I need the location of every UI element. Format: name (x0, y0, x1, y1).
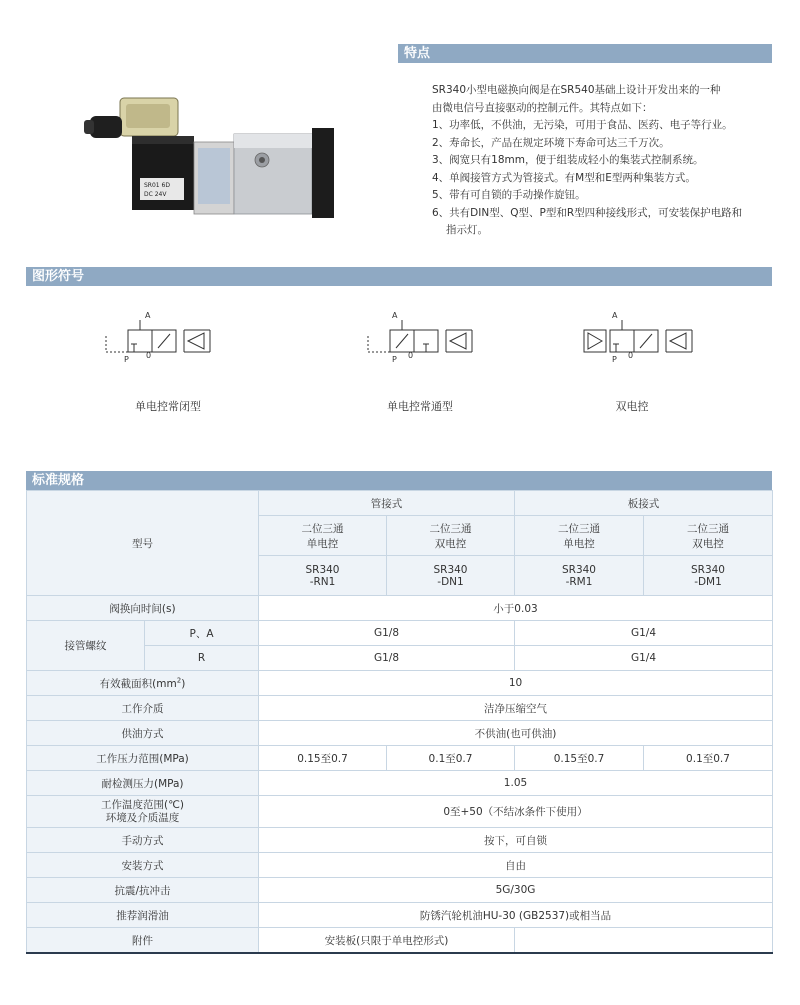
spec-section-title: 标准规格 (26, 471, 772, 490)
temp-value: 0至+50（不结冰条件下使用） (259, 796, 773, 828)
thread-label: 接管螺纹 (27, 621, 145, 671)
lube-label: 推荐润滑油 (27, 903, 259, 928)
pressure-value-1: 0.15至0.7 (259, 746, 387, 771)
variant-3-kind: 二位三通 单电控 (515, 516, 644, 556)
accessory-value-plate (515, 928, 773, 954)
feature-item-2: 2、寿命长，产品在规定环境下寿命可达三千万次。 (432, 136, 670, 149)
symbol-label-3: 双电控 (615, 400, 649, 413)
plate-type-header: 板接式 (515, 491, 773, 516)
feature-item-6: 6、共有DIN型、Q型、P型和R型四种接线形式，可安装保护电路和 (432, 206, 743, 219)
features-intro-1: SR340小型电磁换向阀是在SR540基础上设计开发出来的一种 (432, 84, 721, 96)
variant-1-code: SR340 -RN1 (259, 556, 387, 596)
thread-pa-plate: G1/4 (515, 621, 773, 646)
symbol-2-port-a: A (392, 311, 398, 320)
mount-value: 自由 (259, 853, 773, 878)
medium-value: 洁净压缩空气 (259, 696, 773, 721)
pressure-value-2: 0.1至0.7 (387, 746, 515, 771)
coil-label-line2: DC 24V (144, 191, 167, 198)
features-intro-2: 由微电信号直接驱动的控制元件。其特点如下： (432, 101, 653, 114)
pressure-value-4: 0.1至0.7 (644, 746, 773, 771)
switch-time-value: 小于0.03 (259, 596, 773, 621)
symbol-label-2: 单电控常通型 (387, 400, 453, 413)
symbol-single-no (360, 308, 500, 372)
proof-value: 1.05 (259, 771, 773, 796)
symbols-section-title: 图形符号 (26, 267, 772, 286)
symbol-1-port-a: A (145, 311, 151, 320)
symbol-double (580, 308, 720, 372)
variant-2-code: SR340 -DN1 (387, 556, 515, 596)
thread-r-label: R (145, 646, 259, 671)
temp-label: 工作温度范围(℃) 环境及介质温度 (27, 796, 259, 828)
symbol-3-port-p: P (612, 355, 617, 364)
lube-value: 防锈汽轮机油HU-30 (GB2537)或相当品 (259, 903, 773, 928)
feature-item-5: 5、带有可自锁的手动操作旋钮。 (432, 189, 586, 201)
thread-r-tube: G1/8 (259, 646, 515, 671)
variant-4-code: SR340 -DM1 (644, 556, 773, 596)
variant-2-kind: 二位三通 双电控 (387, 516, 515, 556)
symbol-3-port-a: A (612, 311, 618, 320)
switch-time-label: 阀换向时间(s) (27, 596, 259, 621)
symbol-label-1: 单电控常闭型 (135, 400, 201, 413)
feature-item-1: 1、功率低，不供油，无污染，可用于食品、医药、电子等行业。 (432, 119, 733, 131)
shock-label: 抗震/抗冲击 (27, 878, 259, 903)
area-value: 10 (259, 671, 773, 696)
proof-label: 耐检测压力(MPa) (27, 771, 259, 796)
thread-pa-tube: G1/8 (259, 621, 515, 646)
spec-table (26, 490, 773, 954)
mount-label: 安装方式 (27, 853, 259, 878)
solenoid-valve-image (80, 78, 340, 238)
feature-item-3: 3、阀宽只有18mm，便于组装成轻小的集装式控制系统。 (432, 154, 704, 166)
manual-label: 手动方式 (27, 828, 259, 853)
symbol-1-port-p: P (124, 355, 129, 364)
accessory-label: 附件 (27, 928, 259, 954)
area-label: 有效截面积$(mm^2)$ (27, 671, 259, 696)
variant-3-code: SR340 -RM1 (515, 556, 644, 596)
feature-item-6-cont: 指示灯。 (446, 224, 488, 236)
variant-4-kind: 二位三通 双电控 (644, 516, 773, 556)
pressure-value-3: 0.15至0.7 (515, 746, 644, 771)
symbol-single-nc (98, 308, 238, 372)
oil-value: 不供油(也可供油) (259, 721, 773, 746)
tube-type-header: 管接式 (259, 491, 515, 516)
coil-label-line1: SR01 6D (144, 182, 170, 189)
pressure-label: 工作压力范围(MPa) (27, 746, 259, 771)
model-label: 型号 (27, 491, 259, 596)
accessory-value: 安装板(只限于单电控形式) (259, 928, 515, 954)
medium-label: 工作介质 (27, 696, 259, 721)
shock-value: 5G/30G (259, 878, 773, 903)
feature-item-4: 4、单阀接管方式为管接式。有M型和E型两种集装方式。 (432, 171, 696, 184)
oil-label: 供油方式 (27, 721, 259, 746)
symbol-1-port-r: 0 (146, 351, 152, 360)
thread-pa-label: P、A (145, 621, 259, 646)
thread-r-plate: G1/4 (515, 646, 773, 671)
symbol-2-port-r: 0 (408, 351, 414, 360)
symbol-2-port-p: P (392, 355, 397, 364)
symbol-3-port-r: 0 (628, 351, 634, 360)
features-text (432, 82, 782, 240)
manual-value: 按下，可自锁 (259, 828, 773, 853)
variant-1-kind: 二位三通 单电控 (259, 516, 387, 556)
features-section-title: 特点 (398, 44, 772, 63)
